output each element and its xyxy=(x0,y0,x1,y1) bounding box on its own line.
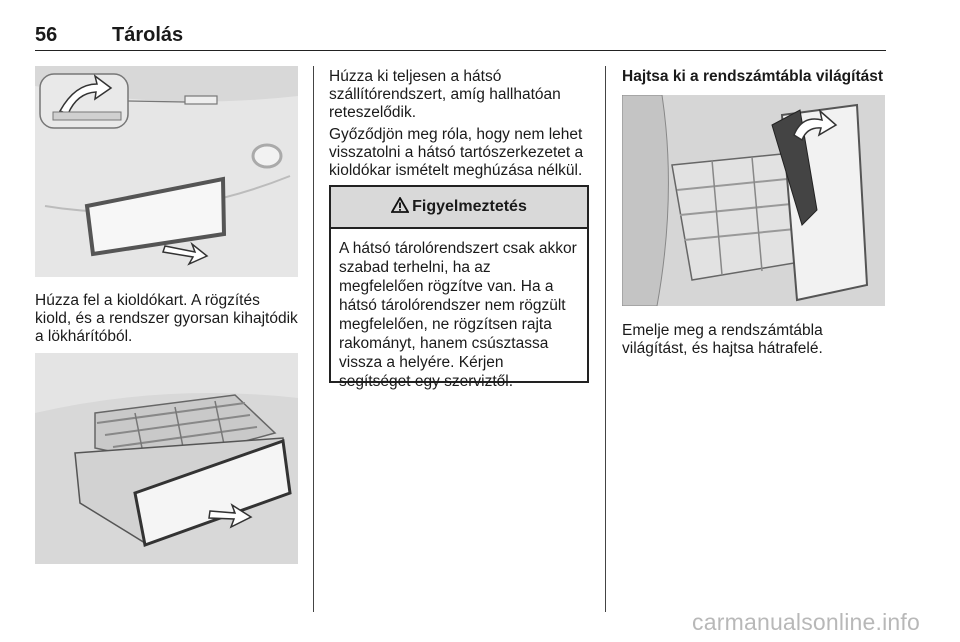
watermark: carmanualsonline.info xyxy=(692,609,920,635)
column-divider-left xyxy=(313,66,314,612)
warning-box xyxy=(329,185,589,390)
heading-plate-light: Hajtsa ki a rendszámtábla világítást xyxy=(622,68,884,85)
paragraph-check-lock: Győződjön meg róla, hogy nem lehet visszatolni a hátsó tartószerkezetet a kioldókar ismételt meghúzása nélkül. xyxy=(329,126,584,179)
caption-plate-light: Emelje meg a rendszámtábla világítást, és hajtsa hátrafelé. xyxy=(622,322,823,357)
page-header xyxy=(35,14,886,51)
page-number: 56 xyxy=(35,24,58,46)
warning-title: Figyelmeztetés xyxy=(412,198,527,215)
column-divider-right xyxy=(605,66,606,612)
paragraph-pull-out: Húzza ki teljesen a hátsó szállítórendszert, amíg hallhatóan reteszelődik. xyxy=(329,68,561,121)
section-title: Tárolás xyxy=(112,24,184,46)
release-lever-illustration xyxy=(35,66,298,277)
plate-light-illustration xyxy=(622,95,885,306)
warning-triangle-icon xyxy=(391,197,409,218)
warning-body: A hátsó tárolórendszert csak akkor szabad terhelni, ha az megfelelően rögzítve van. Ha a hátsó tárolórendszer nem rögzült megfelelően, ne rögzítsen rajta rakományt, hanem csúsztassa vissza a helyére. Kérjen segítséget egy szerviztől. xyxy=(339,240,577,390)
carrier-drawer-illustration xyxy=(35,353,298,564)
warning-header xyxy=(331,187,587,229)
caption-release-lever: Húzza fel a kioldókart. A rögzítés kiold, és a rendszer gyorsan kihajtódik a lökhárítóból. xyxy=(35,292,298,345)
